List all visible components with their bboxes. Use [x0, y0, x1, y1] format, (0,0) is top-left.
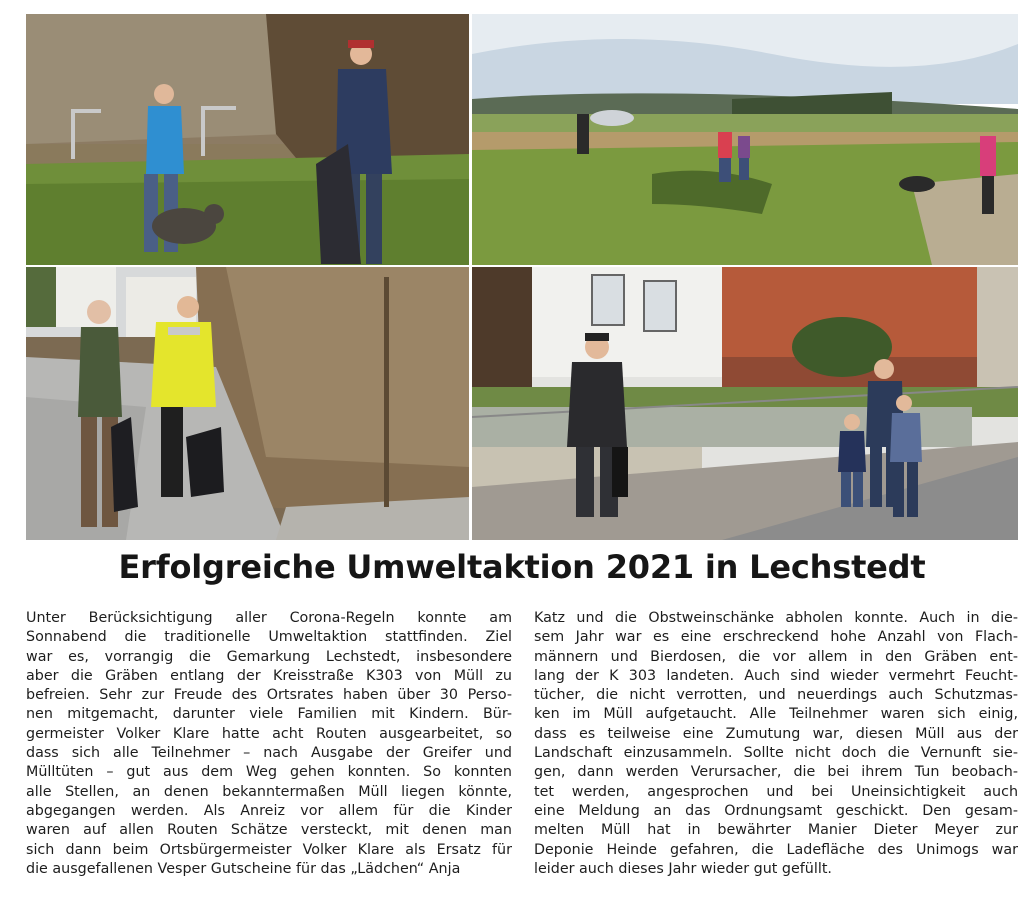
article-text-line: waren auf allen Routen Schätze versteckt, mit denen man: [26, 822, 512, 839]
article-text-line: germeister Volker Klare hatte acht Routen ausgearbeitet, so: [26, 725, 512, 742]
article-text-line: Sonnabend die traditionelle Umweltaktion stattfinden. Ziel: [26, 629, 512, 646]
article-text-line: Landschaft einzusammeln. Sollte nicht doch die Vernunft sie-: [534, 745, 1018, 762]
article-text-line: Katz und die Obstweinschänke abholen konnte. Auch in die-: [534, 610, 1018, 626]
article-text-line: leider auch dieses Jahr wieder gut gefüllt.: [534, 860, 832, 877]
article-text-line: Mülltüten – gut aus dem Weg gehen konnten. So konnten: [26, 764, 512, 781]
article-text-line: Unter Berücksichtigung aller Corona-Regeln konnte am: [26, 610, 512, 626]
article-text-line: die ausgefallenen Vesper Gutscheine für das „Lädchen“ Anja: [26, 860, 461, 877]
photo-village-group: [472, 267, 1018, 540]
article-text-line: eine Meldung an das Ordnungsamt geschickt. Den gesam-: [534, 802, 1018, 819]
photo-ditch-cleanup-image: [26, 14, 469, 265]
photo-village-group-image: [472, 267, 1018, 540]
article-column-left: [26, 609, 512, 879]
photo-field-families: [472, 14, 1018, 265]
article-text-line: tücher, die nicht verrotten, und neuerdings auch Schutzmas-: [534, 687, 1018, 704]
article-text-line: männern und Bierdosen, die vor allem in den Gräben ent-: [534, 648, 1018, 665]
photo-collage: [26, 14, 1018, 540]
article-text-line: dass es teilweise eine Zumutung war, diesen Müll aus der: [534, 725, 1018, 742]
article-text-line: melten Müll hat in bewährter Manier Dieter Meyer zur: [534, 822, 1018, 839]
article-column-right: [534, 609, 1018, 879]
article-text-line: nen mitgemacht, darunter viele Familien mit Kindern. Bür-: [26, 706, 512, 723]
article-text-line: aber die Gräben entlang der Kreisstraße K303 von Müll zu: [26, 667, 512, 684]
article-text-line: Deponie Heinde gefahren, die Ladefläche des Unimogs war: [534, 841, 1018, 858]
article-text-line: lang der K 303 landeten. Auch sind wieder vermehrt Feucht-: [534, 667, 1018, 684]
article-text-line: gen, dann werden Verursacher, die bei ihrem Tun beobach-: [534, 764, 1018, 781]
article-text-line: alle Stellen, an denen bekanntermaßen Müll liegen könnte,: [26, 783, 512, 800]
article-text-line: dass sich alle Teilnehmer – nach Ausgabe der Greifer und: [26, 745, 512, 762]
photo-field-families-image: [472, 14, 1018, 265]
article-text-line: befreien. Sehr zur Freude des Ortsrates haben über 30 Perso-: [26, 687, 512, 704]
article-text-line: tet werden, angesprochen und bei Uneinsichtigkeit auch: [534, 783, 1018, 800]
article-text-line: war es, vorrangig die Gemarkung Lechstedt, insbesondere: [26, 648, 512, 665]
photo-ditch-cleanup: [26, 14, 469, 265]
photo-street-collectors: [26, 267, 469, 540]
article-text-line: sem Jahr war es eine erschreckend hohe Anzahl von Flach-: [534, 629, 1018, 646]
article-text-line: abgegangen werden. Als Anreiz vor allem für die Kinder: [26, 802, 512, 819]
photo-street-collectors-image: [26, 267, 469, 540]
article-headline: Erfolgreiche Umweltaktion 2021 in Lechstedt: [118, 548, 926, 586]
article-text-line: ken im Müll aufgetaucht. Alle Teilnehmer waren sich einig,: [534, 706, 1018, 723]
article-text-line: sich dann beim Ortsbürgermeister Volker Klare als Ersatz für: [26, 841, 512, 858]
